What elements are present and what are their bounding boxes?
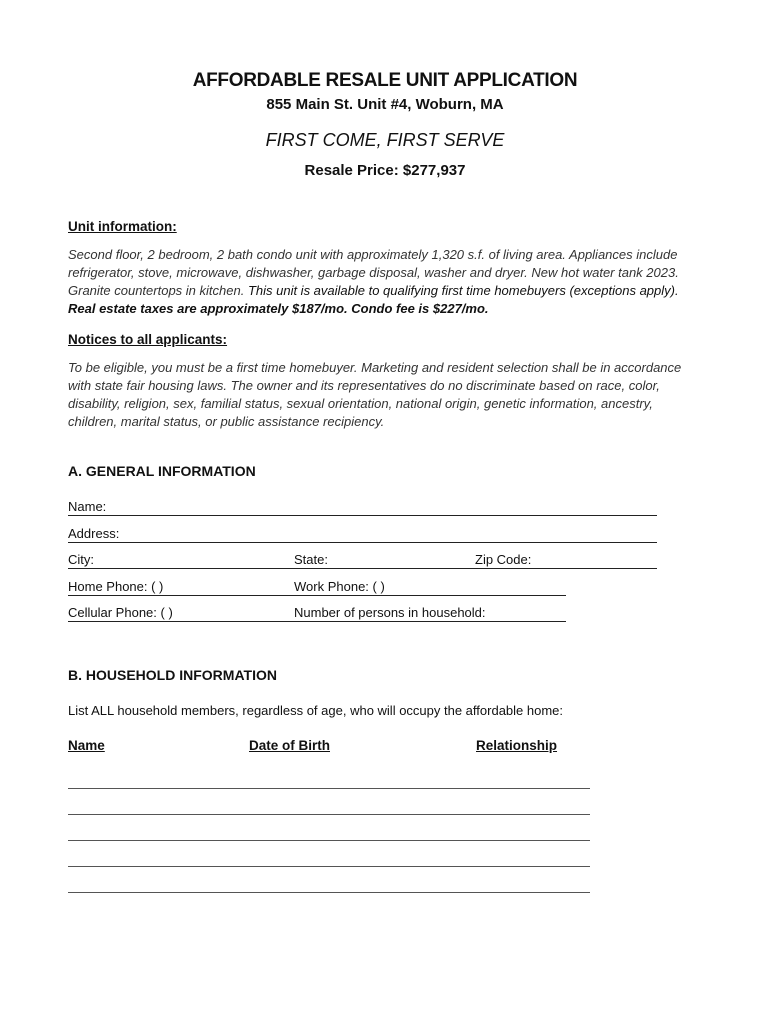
household-member-row[interactable] — [68, 892, 590, 893]
unit-info-eligibility: This unit is available to qualifying first time homebuyers (exceptions apply). — [247, 283, 679, 298]
column-header-relationship: Relationship — [476, 738, 558, 753]
unit-info-heading: Unit information: — [68, 219, 177, 234]
state-label: State: — [294, 552, 328, 567]
home-phone-field[interactable] — [68, 579, 294, 596]
zip-field[interactable] — [475, 552, 657, 569]
state-field[interactable] — [294, 552, 475, 569]
name-label: Name: — [68, 499, 107, 514]
section-b-title: B. HOUSEHOLD INFORMATION — [68, 667, 277, 683]
cell-phone-label: Cellular Phone: ( ) — [68, 605, 173, 620]
household-count-field[interactable] — [294, 605, 566, 622]
resale-price: Resale Price: $277,937 — [304, 162, 466, 179]
address-label: Address: — [68, 526, 120, 541]
name-field[interactable] — [68, 499, 657, 516]
first-come-notice: FIRST COME, FIRST SERVE — [265, 130, 505, 150]
column-header-name: Name — [68, 738, 105, 753]
cell-phone-field[interactable] — [68, 605, 294, 622]
household-member-row[interactable] — [68, 814, 590, 815]
unit-info-text — [68, 246, 688, 318]
section-a-title: A. GENERAL INFORMATION — [68, 463, 256, 479]
property-address: 855 Main St. Unit #4, Woburn, MA — [266, 96, 504, 113]
unit-info-fees: Real estate taxes are approximately $187/mo. Condo fee is $227/mo. — [68, 301, 489, 316]
unit-info-description: Second floor, 2 bedroom, 2 bath condo unit with approximately 1,320 s.f. of living area. Appliances include refrigerator, stove, microwave, dishwasher, garbage disposal, washer and dryer. New hot water tank 2023. Granite countertops in kitchen. — [68, 247, 679, 298]
household-count-label: Number of persons in household: — [294, 605, 486, 620]
city-field[interactable] — [68, 552, 294, 569]
work-phone-field[interactable] — [294, 579, 566, 596]
city-label: City: — [68, 552, 94, 567]
column-header-dob: Date of Birth — [249, 738, 330, 753]
zip-label: Zip Code: — [475, 552, 532, 567]
address-field[interactable] — [68, 526, 657, 543]
household-intro: List ALL household members, regardless of age, who will occupy the affordable home: — [68, 703, 564, 718]
page-title: AFFORDABLE RESALE UNIT APPLICATION — [192, 70, 578, 91]
work-phone-label: Work Phone: ( ) — [294, 579, 385, 594]
household-member-row[interactable] — [68, 788, 590, 789]
household-member-row[interactable] — [68, 840, 590, 841]
notices-text: To be eligible, you must be a first time homebuyer. Marketing and resident selection shall be in accordance with state fair housing laws. The owner and its representatives do no discriminate based on race, color, disability, religion, sex, familial status, sexual orientation, national origin, genetic information, ancestry, children, marital status, or public assistance recipiency. — [68, 360, 682, 429]
home-phone-label: Home Phone: ( ) — [68, 579, 164, 594]
notices-heading: Notices to all applicants: — [68, 332, 228, 347]
household-member-row[interactable] — [68, 866, 590, 867]
